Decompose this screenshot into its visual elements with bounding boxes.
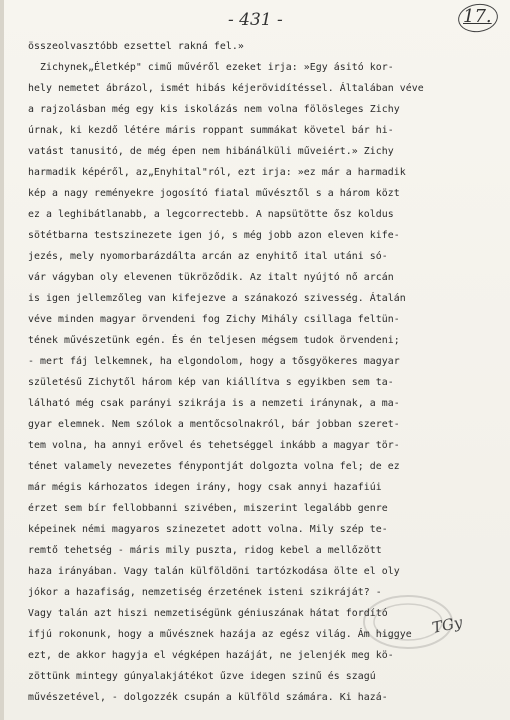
text-line: kép a nagy reményekre jogosító fiatal művésztől s a három közt — [28, 188, 400, 199]
text-line: vatást tanusitó, de még épen nem hibánálküli műveiért.» Zichy — [28, 146, 394, 157]
page-number: - 431 - — [228, 10, 283, 30]
text-line: vár vágyban oly elevenen tükröződik. Az italt nyújtó nő arcán — [28, 272, 394, 283]
text-line: művészetével, - dolgozzék csupán a külföld számára. Ki hazá- — [28, 692, 388, 703]
text-line: tének művészetünk egén. És én teljesen mégsem tudok örvendeni; — [28, 335, 400, 346]
text-line: ifjú rokonunk, hogy a művésznek hazája az egész világ. Ám higgye — [28, 629, 412, 640]
text-line: lálható még csak parányi szikrája is a nemzeti iránynak, a ma- — [28, 398, 400, 409]
text-line: már mégis kárhozatos idegen irány, hogy csak annyi hazafiúi — [28, 482, 382, 493]
page-edge-shadow — [0, 0, 4, 720]
text-line: remtő tehetség - máris mily puszta, ridog kebel a mellőzött — [28, 545, 382, 556]
text-line: születésű Zichytől három kép van kiállítva s egyikben sem ta- — [28, 377, 394, 388]
text-line: ez a leghibátlanabb, a legcorrectebb. A napsütötte ősz koldus — [28, 209, 394, 220]
text-line: érzet sem bír fellobbanni szivében, miszerint legalább genre — [28, 503, 388, 514]
text-line: Zichynek„Életkép" cimű művéről ezeket irja: »Egy ásitó kor- — [28, 62, 394, 73]
handwritten-signature: TGy — [430, 613, 465, 637]
text-line: - mert fáj lelkemnek, ha elgondolom, hogy a tősgyökeres magyar — [28, 356, 400, 367]
text-line: összeolvasztóbb ezsettel rakná fel.» — [28, 41, 244, 52]
text-line: jezés, mely nyomorbarázdálta arcán az enyhitő ital utáni só- — [28, 251, 388, 262]
text-line: is igen jellemzőleg van kifejezve a szánakozó szivesség. Átalán — [28, 293, 406, 304]
text-line: jókor a hazafiság, nemzetiség érzetének isteni szikráját? - — [28, 587, 382, 598]
text-line: úrnak, ki kezdő létére máris roppant summákat követel bár hi- — [28, 125, 394, 136]
text-line: ezt, de akkor hagyja el végképen hazáját, ne jelenjék meg kö- — [28, 650, 394, 661]
text-line: tem volna, ha annyi erővel és tehetséggel inkább a magyar tör- — [28, 440, 400, 451]
text-line: ténet valamely nevezetes fénypontját dolgozta volna fel; de ez — [28, 461, 400, 472]
text-line: hely nemetet ábrázol, ismét hibás kéjerövidítéssel. Általában véve — [28, 83, 424, 94]
text-line: képeinek némi magyaros szinezetet adott volna. Mily szép te- — [28, 524, 388, 535]
text-line: véve minden magyar örvendeni fog Zichy Mihály csillaga feltün- — [28, 314, 400, 325]
text-line: harmadik képéről, az„Enyhital"ról, ezt irja: »ez már a harmadik — [28, 167, 406, 178]
text-line: zöttünk mintegy gúnyalakjátékot űzve idegen szinű és szagú — [28, 671, 376, 682]
text-line: sötétbarna testszinezete igen jó, s még jobb azon eleven kife- — [28, 230, 400, 241]
folio-number: 17. — [463, 6, 492, 27]
text-line: a rajzolásban még egy kis iskolázás nem volna fölösleges Zichy — [28, 104, 400, 115]
text-line: Vagy talán azt hiszi nemzetiségünk géniuszának hátat fordító — [28, 608, 388, 619]
text-line: haza irányában. Vagy talán külföldöni tartózkodása ölte el oly — [28, 566, 400, 577]
text-line: gyar elemnek. Nem szólok a mentőcsolnakról, bár jobban szeret- — [28, 419, 400, 430]
